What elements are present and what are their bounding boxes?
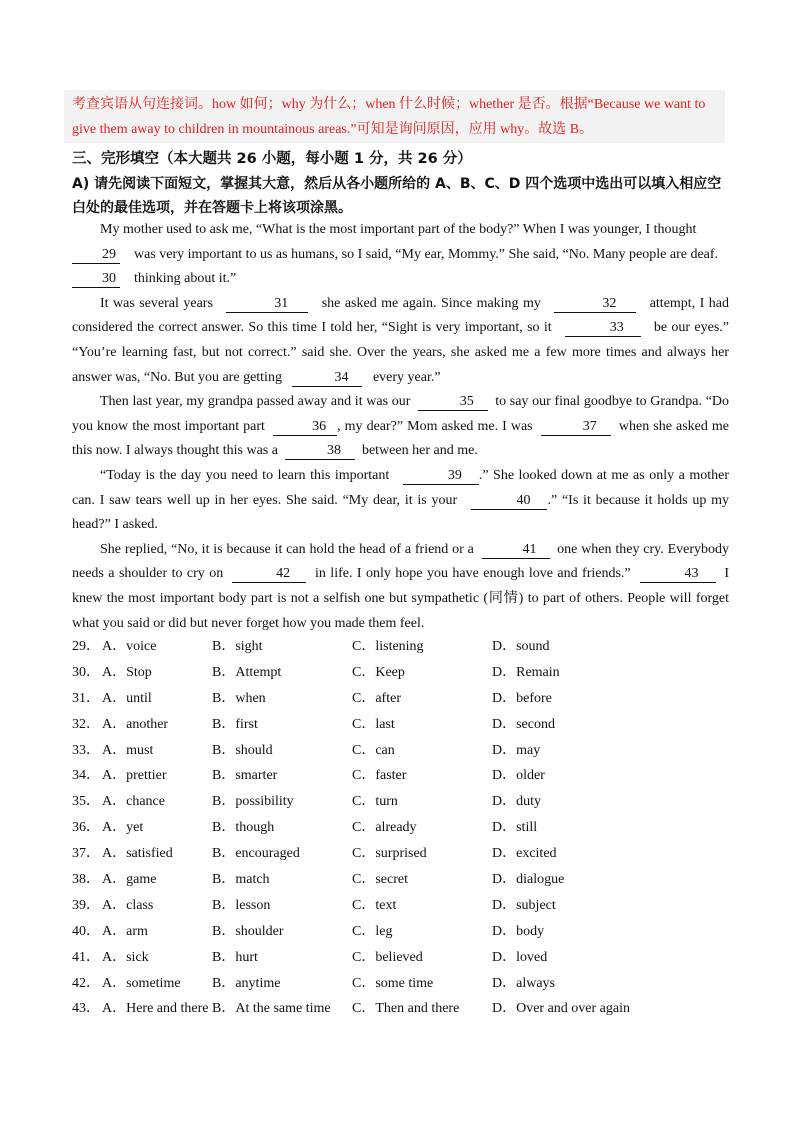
option-d: D．Remain bbox=[492, 664, 560, 680]
option-c: C．faster bbox=[352, 768, 407, 784]
question-number: 43． bbox=[72, 1001, 100, 1017]
option-d: D．always bbox=[492, 975, 555, 991]
question-number: 34． bbox=[72, 768, 100, 784]
option-d: D．loved bbox=[492, 949, 548, 965]
question-number: 32． bbox=[72, 716, 100, 732]
option-b: B．At the same time bbox=[212, 1001, 331, 1017]
option-a: A．sick bbox=[102, 949, 149, 965]
blank-32: 32 bbox=[554, 295, 636, 313]
question-number: 41． bbox=[72, 949, 100, 965]
blank-38: 38 bbox=[285, 442, 355, 460]
option-b: B．when bbox=[212, 690, 266, 706]
option-c: C．Then and there bbox=[352, 1001, 460, 1017]
option-a: A．prettier bbox=[102, 768, 167, 784]
blank-35: 35 bbox=[418, 393, 488, 411]
question-number: 39． bbox=[72, 897, 100, 913]
option-c: C．some time bbox=[352, 975, 434, 991]
question-number: 29． bbox=[72, 639, 100, 654]
option-b: B．should bbox=[212, 742, 273, 758]
option-a: A．Stop bbox=[102, 664, 152, 680]
option-c: C．leg bbox=[352, 923, 393, 939]
blank-43: 43 bbox=[640, 565, 716, 583]
option-row bbox=[72, 947, 732, 973]
blank-39: 39 bbox=[403, 467, 479, 485]
option-a: A．chance bbox=[102, 794, 165, 810]
option-d: D．duty bbox=[492, 794, 541, 810]
blank-33: 33 bbox=[565, 319, 641, 337]
option-b: B．Attempt bbox=[212, 664, 282, 680]
option-b: B．smarter bbox=[212, 768, 278, 784]
analysis-line-1: 考查宾语从句连接词。how 如何；why 为什么；when 什么时候；whether 是否。根据“Because we want to bbox=[72, 97, 706, 112]
option-a: A．arm bbox=[102, 923, 148, 939]
option-a: A．sometime bbox=[102, 975, 181, 991]
cloze-passage bbox=[72, 218, 729, 636]
blank-40: 40 bbox=[471, 492, 547, 510]
option-row bbox=[72, 714, 732, 740]
passage-paragraph-4: “Today is the day you need to learn this important 39 .” She looked down at me as only a mother can. I saw tears well up in her eyes. She said. “My dear, it is your 40 .” “Is it because it holds up my head?” I asked. bbox=[72, 467, 730, 533]
option-a: A．game bbox=[102, 872, 157, 888]
option-d: D．older bbox=[492, 768, 545, 784]
blank-37: 37 bbox=[541, 418, 611, 436]
option-row bbox=[72, 688, 732, 714]
option-a: A．must bbox=[102, 742, 154, 758]
analysis-line-2: give them away to children in mountainous areas.”可知是询问原因，应用 why。故选 B。 bbox=[72, 122, 594, 137]
option-row bbox=[72, 817, 732, 843]
option-row bbox=[72, 636, 732, 662]
option-b: B．sight bbox=[212, 639, 263, 654]
option-c: C．Keep bbox=[352, 664, 405, 680]
passage-paragraph-2: It was several years 31 she asked me again. Since making my 32 attempt, I had considered the correct answer. So this time I told her, “Sight is very important, so it 33 be our eyes.” “You’re learning fast, but not correct.” said she. Over the years, she asked me a few more times and always her answer was, “No. But you are getting 34 every year.” bbox=[72, 295, 729, 385]
question-number: 40． bbox=[72, 923, 100, 939]
option-d: D．may bbox=[492, 742, 541, 758]
section-title: 三、完形填空（本大题共 26 小题，每小题 1 分，共 26 分） bbox=[72, 151, 472, 167]
option-c: C．secret bbox=[352, 872, 408, 888]
option-row bbox=[72, 843, 732, 869]
passage-paragraph-5: She replied, “No, it is because it can hold the head of a friend or a 41 one when they cry. Everybody needs a shoulder to cry on 42 in life. I only hope you have enough love and friends.” 43 I knew the most important body part is not a selfish one but sympathetic (同情) to part of others. People will forget what you said or did but never forget how you made them feel. bbox=[72, 541, 730, 631]
option-d: D．still bbox=[492, 820, 538, 836]
option-b: B．though bbox=[212, 820, 275, 836]
option-b: B．lesson bbox=[212, 897, 271, 913]
option-d: D．Over and over again bbox=[492, 1001, 631, 1017]
blank-41: 41 bbox=[482, 541, 550, 559]
blank-34: 34 bbox=[292, 369, 362, 387]
answer-analysis-box bbox=[64, 90, 725, 143]
option-a: A．class bbox=[102, 897, 154, 913]
option-c: C．surprised bbox=[352, 846, 427, 862]
option-b: B．encouraged bbox=[212, 846, 300, 862]
option-row bbox=[72, 662, 732, 688]
option-c: C．after bbox=[352, 690, 401, 706]
blank-42: 42 bbox=[232, 565, 306, 583]
option-d: D．subject bbox=[492, 897, 556, 913]
question-number: 31． bbox=[72, 690, 100, 706]
option-row bbox=[72, 998, 732, 1024]
option-d: D．before bbox=[492, 690, 552, 706]
option-row bbox=[72, 740, 732, 766]
option-c: C．already bbox=[352, 820, 417, 836]
option-d: D．body bbox=[492, 923, 545, 939]
option-a: A．yet bbox=[102, 820, 144, 836]
option-b: B．match bbox=[212, 872, 270, 888]
question-number: 36． bbox=[72, 820, 100, 836]
option-a: A．until bbox=[102, 690, 152, 706]
option-b: B．first bbox=[212, 716, 258, 732]
option-c: C．believed bbox=[352, 949, 423, 965]
question-number: 35． bbox=[72, 794, 100, 810]
question-number: 30． bbox=[72, 664, 100, 680]
option-d: D．second bbox=[492, 716, 555, 732]
blank-29: 29 bbox=[72, 246, 120, 264]
option-a: A．Here and there bbox=[102, 1001, 209, 1017]
option-row bbox=[72, 765, 732, 791]
passage-paragraph-3: Then last year, my grandpa passed away and it was our 35 to say our final goodbye to Grandpa. “Do you know the most important part 36 , my dear?” Mom asked me. I was 37 when she asked me this now. I always thought this was a 38 between her and me. bbox=[72, 394, 730, 459]
blank-30: 30 bbox=[72, 270, 120, 288]
option-d: D．excited bbox=[492, 846, 557, 862]
option-b: B．shoulder bbox=[212, 923, 284, 939]
passage-paragraph-1: My mother used to ask me, “What is the most important part of the body?” When I was younger, I thought 29 was very important to us as humans, so I said, “My ear, Mommy.” She said, “No. Many people are deaf. 30 thinking about it.” bbox=[72, 218, 729, 292]
option-c: C．last bbox=[352, 716, 395, 732]
option-row bbox=[72, 973, 732, 999]
blank-31: 31 bbox=[226, 295, 308, 313]
option-b: B．hurt bbox=[212, 949, 258, 965]
option-a: A．voice bbox=[102, 639, 157, 654]
section-instruction: A) 请先阅读下面短文，掌握其大意，然后从各小题所给的 A、B、C、D 四个选项中选出可以填入相应空白处的最佳选项，并在答题卡上将该项涂黑。 bbox=[72, 176, 722, 216]
option-c: C．text bbox=[352, 897, 397, 913]
option-a: A．satisfied bbox=[102, 846, 173, 862]
option-a: A．another bbox=[102, 716, 169, 732]
option-row bbox=[72, 791, 732, 817]
question-number: 42． bbox=[72, 975, 100, 991]
option-c: C．listening bbox=[352, 639, 424, 654]
option-b: B．anytime bbox=[212, 975, 281, 991]
blank-36: 36 bbox=[273, 418, 337, 436]
option-c: C．turn bbox=[352, 794, 398, 810]
option-d: D．sound bbox=[492, 639, 550, 654]
answer-options bbox=[72, 636, 732, 1024]
option-row bbox=[72, 921, 732, 947]
option-row bbox=[72, 869, 732, 895]
question-number: 37． bbox=[72, 846, 100, 862]
option-c: C．can bbox=[352, 742, 395, 758]
option-row bbox=[72, 895, 732, 921]
option-d: D．dialogue bbox=[492, 872, 565, 888]
question-number: 33． bbox=[72, 742, 100, 758]
option-b: B．possibility bbox=[212, 794, 294, 810]
question-number: 38． bbox=[72, 872, 100, 888]
